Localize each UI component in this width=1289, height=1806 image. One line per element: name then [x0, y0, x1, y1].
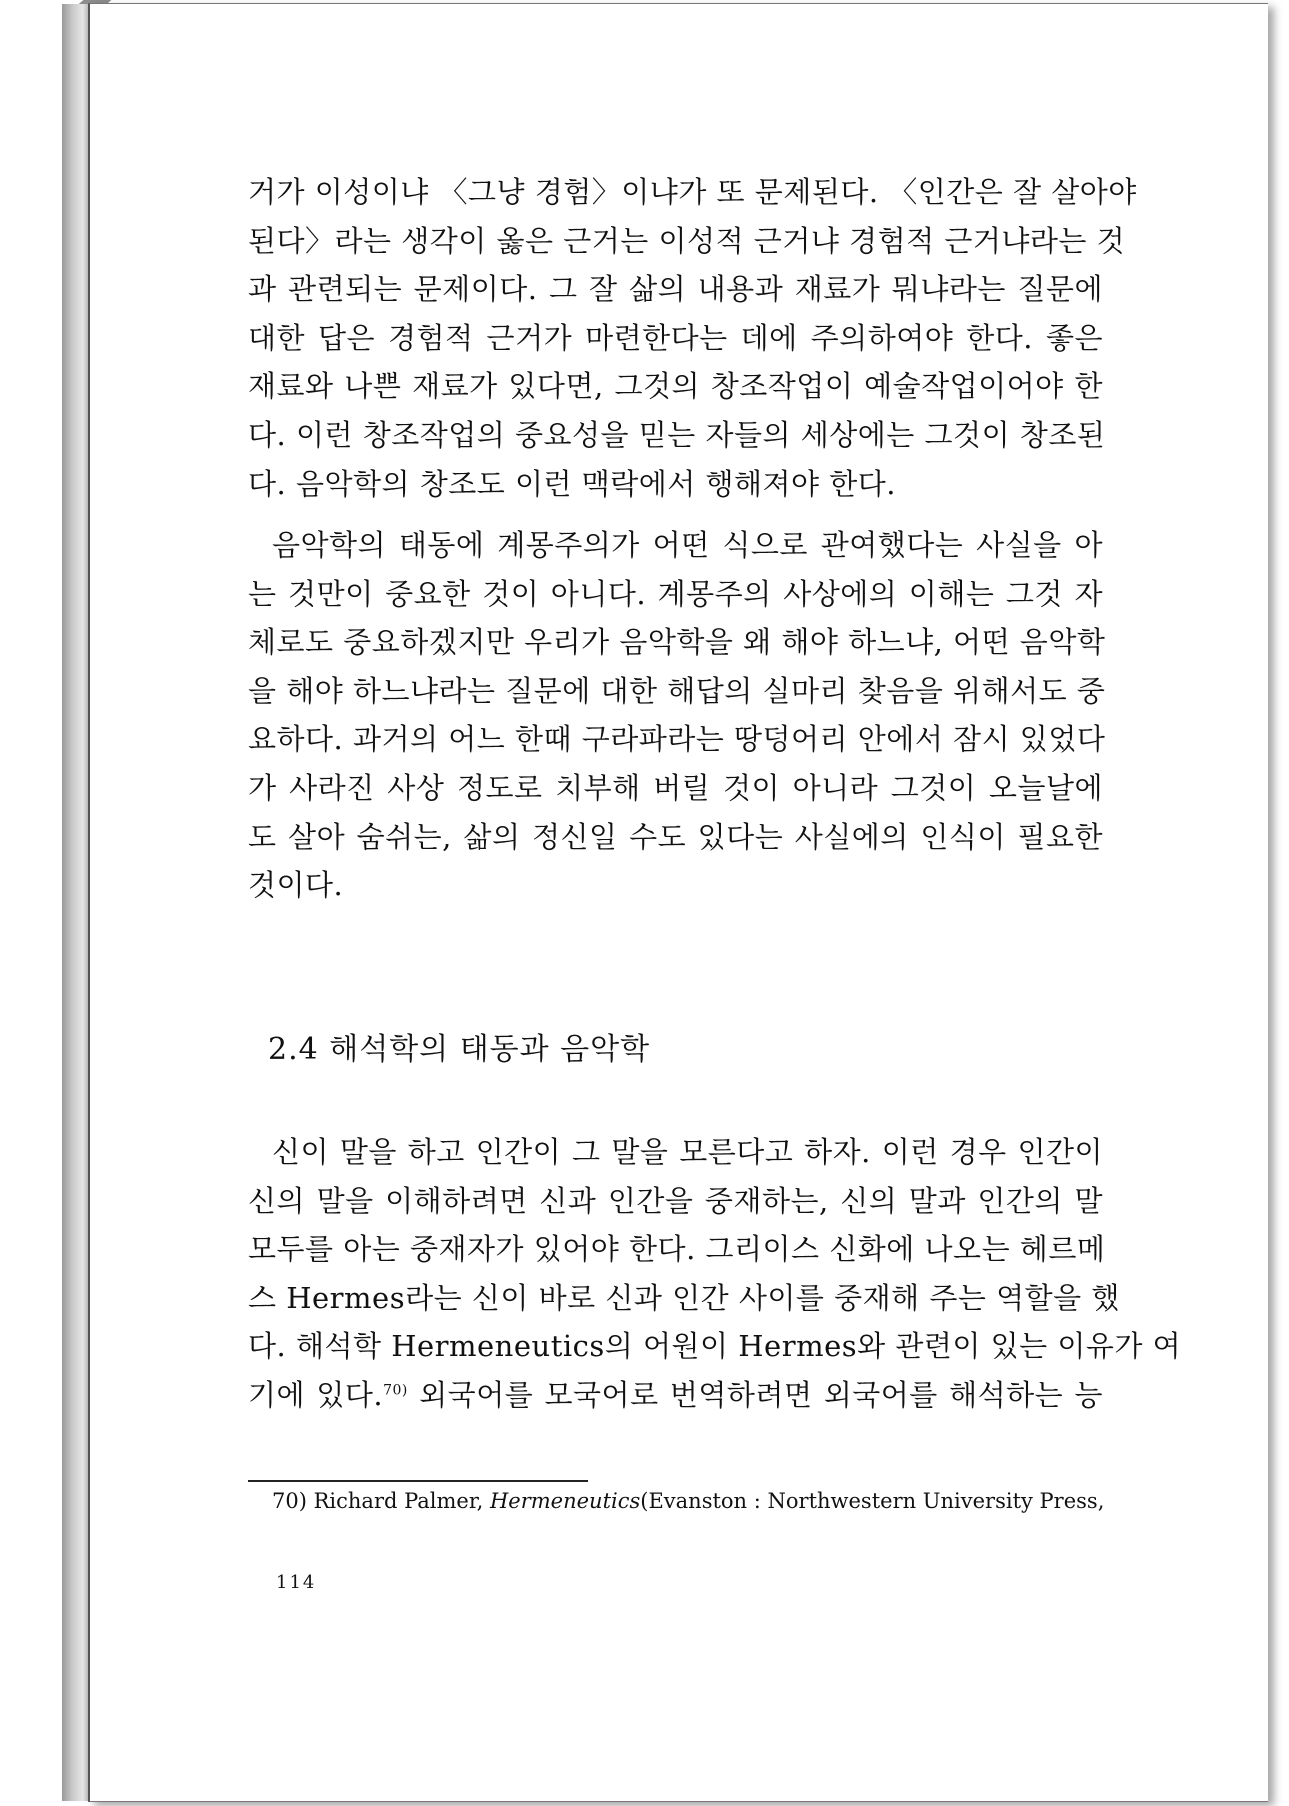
paragraph-2-line: 도 살아 숨쉬는, 삶의 정신일 수도 있다는 사실에의 인식이 필요한 — [248, 819, 1103, 854]
footnote-publication: (Evanston : Northwestern University Press, — [640, 1489, 1105, 1513]
paragraph-3-line: 모두를 아는 중재자가 있어야 한다. 그리이스 신화에 나오는 헤르메 — [248, 1232, 1106, 1267]
paragraph-2-line: 을 해야 하느냐라는 질문에 대한 해답의 실마리 찾음을 위해서도 중 — [248, 673, 1106, 708]
footnote — [272, 1485, 1105, 1517]
paragraph-1-line: 거가 이성이냐 〈그냥 경험〉이냐가 또 문제된다. 〈인간은 잘 살아야 — [248, 175, 1137, 209]
paragraph-2 — [248, 521, 1106, 910]
paragraph-1-line: 과 관련되는 문제이다. 그 잘 삶의 내용과 재료가 뭐냐라는 질문에 — [248, 272, 1103, 307]
footnote-reference: 70) — [383, 1382, 408, 1399]
paragraph-3-line: 신이 말을 하고 인간이 그 말을 모른다고 하자. 이런 경우 인간이 — [272, 1135, 1103, 1169]
paragraph-1-line: 대한 답은 경험적 근거가 마련한다는 데에 주의하여야 한다. 좋은 — [248, 320, 1103, 355]
paragraph-3-line: 다. 해석학 Hermeneutics의 어원이 Hermes와 관련이 있는 이유가 여 — [248, 1329, 1182, 1364]
footnote-number: 70) — [272, 1489, 307, 1513]
paragraph-1-line: 다. 이런 창조작업의 중요성을 믿는 자들의 세상에는 그것이 창조된 — [248, 417, 1106, 452]
paragraph-3-line: 신의 말을 이해하려면 신과 인간을 중재하는, 신의 말과 인간의 말 — [248, 1183, 1103, 1218]
footnote-divider — [248, 1480, 588, 1482]
paragraph-2-line: 요하다. 과거의 어느 한때 구라파라는 땅덩어리 안에서 잠시 있었다 — [248, 722, 1106, 757]
paragraph-2-line: 것이다. — [248, 868, 344, 903]
paragraph-2-line: 체로도 중요하겠지만 우리가 음악학을 왜 해야 하느냐, 어떤 음악학 — [248, 625, 1106, 660]
paragraph-1-line: 된다〉라는 생각이 옳은 근거는 이성적 근거냐 경험적 근거냐라는 것 — [248, 223, 1126, 258]
paragraph-3-line-start: 기에 있다. — [248, 1377, 384, 1412]
footnote-title: Hermeneutics — [489, 1489, 641, 1513]
paragraph-2-line: 는 것만이 중요한 것이 아니다. 계몽주의 사상에의 이해는 그것 자 — [248, 576, 1103, 611]
paragraph-2-line: 가 사라진 사상 정도로 치부해 버릴 것이 아니라 그것이 오늘날에 — [248, 770, 1103, 805]
page-number: 114 — [276, 1572, 317, 1593]
book-page-stack-edge — [62, 4, 88, 1801]
section-heading: 2.4 해석학의 태동과 음악학 — [268, 1032, 651, 1067]
paragraph-3-line: 스 Hermes라는 신이 바로 신과 인간 사이를 중재해 주는 역할을 했 — [248, 1280, 1120, 1315]
paragraph-2-line: 음악학의 태동에 계몽주의가 어떤 식으로 관여했다는 사실을 아 — [272, 528, 1103, 562]
paragraph-1-line: 다. 음악학의 창조도 이런 맥락에서 행해져야 한다. — [248, 466, 897, 501]
paragraph-1-line: 재료와 나쁜 재료가 있다면, 그것의 창조작업이 예술작업이어야 한 — [248, 369, 1103, 404]
paragraph-3 — [248, 1128, 1182, 1420]
footnote-author: Richard Palmer, — [313, 1489, 484, 1513]
paragraph-1 — [248, 168, 1137, 508]
paragraph-3-line — [248, 1371, 1103, 1420]
paragraph-3-line-end: 외국어를 모국어로 번역하려면 외국어를 해석하는 능 — [419, 1377, 1103, 1412]
